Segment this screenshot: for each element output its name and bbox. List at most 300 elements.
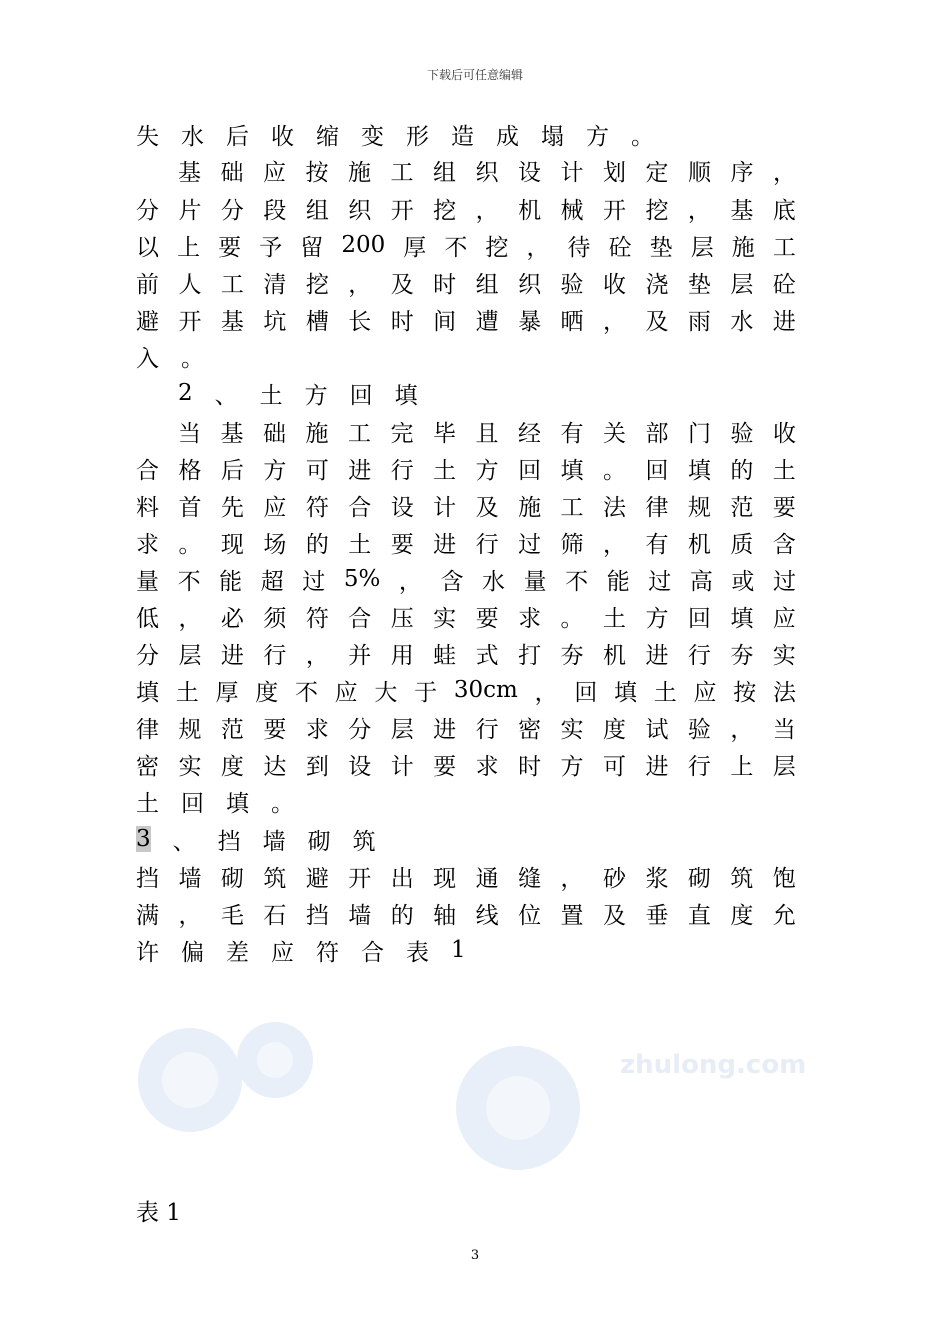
text-char: 律: [645, 494, 669, 521]
text-char: 。: [560, 605, 584, 632]
text-char: 及: [645, 308, 669, 335]
text-char: 质: [730, 531, 754, 558]
text-char: 不: [565, 568, 589, 595]
text-char: 上: [177, 234, 201, 261]
text-char: 挖: [485, 234, 509, 261]
text-char: 收: [773, 420, 796, 447]
text-line: [178, 152, 796, 188]
text-char: 厚: [403, 234, 427, 261]
text-line: [136, 672, 796, 708]
text-char: 度: [255, 679, 279, 706]
text-char: 方: [560, 753, 584, 780]
text-char: 应: [693, 679, 717, 706]
text-char: 基: [178, 159, 201, 186]
text-char: 砼: [772, 271, 796, 298]
text-char: 要: [772, 494, 796, 521]
text-line: [136, 450, 796, 486]
text-char: 墙: [178, 865, 202, 892]
text-char: 的: [730, 457, 754, 484]
text-char: 填: [560, 457, 584, 484]
text-char: 应: [271, 939, 294, 966]
text-char: 后: [226, 123, 249, 150]
text-char: 到: [305, 753, 329, 780]
text-char: 3: [136, 826, 151, 852]
watermark-flower-icon: [237, 1022, 313, 1098]
text-char: 度: [602, 716, 626, 743]
text-char: 料: [136, 494, 159, 521]
text-char: 密: [136, 753, 159, 780]
text-char: 不: [294, 679, 318, 706]
text-char: 土: [175, 679, 199, 706]
text-char: 划: [603, 159, 626, 186]
text-char: ，: [305, 642, 329, 669]
text-char: 避: [305, 865, 329, 892]
text-char: 填: [614, 679, 638, 706]
text-char: 回: [181, 790, 204, 817]
text-char: 压: [390, 605, 414, 632]
text-char: 水: [482, 568, 505, 595]
text-char: 位: [518, 902, 542, 929]
text-char: 水: [730, 308, 754, 335]
text-char: 方: [475, 457, 499, 484]
text-char: 进: [348, 457, 372, 484]
text-char: 低: [136, 605, 159, 632]
text-char: 度: [220, 753, 244, 780]
text-char: 工: [220, 271, 244, 298]
text-line: [136, 821, 796, 857]
text-char: 方: [645, 605, 669, 632]
text-char: 开: [348, 865, 372, 892]
text-char: 要: [218, 234, 242, 261]
text-char: 打: [518, 642, 542, 669]
text-char: 有: [560, 420, 584, 447]
text-char: 进: [645, 753, 669, 780]
text-char: 30cm: [453, 677, 518, 703]
text-char: 要: [433, 753, 457, 780]
text-char: ，: [178, 902, 202, 929]
text-char: 避: [136, 308, 159, 335]
text-char: 织: [348, 197, 372, 224]
text-char: 直: [687, 902, 711, 929]
text-line: [136, 709, 796, 745]
text-char: 。: [271, 790, 294, 817]
text-char: 门: [688, 420, 711, 447]
text-char: 开: [178, 308, 202, 335]
text-char: 进: [433, 531, 457, 558]
text-char: 遭: [475, 308, 499, 335]
text-char: 土: [772, 457, 796, 484]
text-char: 及: [390, 271, 414, 298]
text-char: 差: [226, 939, 249, 966]
text-char: 规: [178, 716, 202, 743]
text-char: 于: [414, 679, 438, 706]
text-char: 含: [440, 568, 464, 595]
text-char: 筑: [352, 828, 376, 855]
text-char: 关: [603, 420, 626, 447]
text-char: 部: [645, 420, 669, 447]
text-char: 成: [496, 123, 519, 150]
text-char: 行: [687, 753, 711, 780]
watermark-flower-icon: [456, 1046, 580, 1170]
text-char: 晒: [560, 308, 584, 335]
text-char: 人: [178, 271, 202, 298]
text-char: 失: [136, 123, 159, 150]
text-char: 合: [361, 939, 384, 966]
text-char: 定: [645, 159, 669, 186]
text-char: 出: [390, 865, 414, 892]
text-char: 行: [687, 642, 711, 669]
text-char: 变: [361, 123, 384, 150]
text-line: [136, 932, 796, 968]
text-char: 设: [518, 159, 541, 186]
text-char: 密: [518, 716, 542, 743]
text-char: 验: [687, 716, 711, 743]
text-char: 底: [772, 197, 796, 224]
text-char: 基: [220, 420, 244, 447]
text-char: 进: [220, 642, 244, 669]
text-char: 施: [348, 159, 371, 186]
text-char: 浆: [645, 865, 669, 892]
text-char: 墙: [262, 828, 286, 855]
text-char: 土: [602, 605, 626, 632]
text-char: 塌: [541, 123, 564, 150]
text-char: 础: [220, 159, 244, 186]
text-char: 回: [574, 679, 598, 706]
text-char: ，: [398, 568, 422, 595]
text-char: 回: [518, 457, 542, 484]
text-line: [136, 227, 796, 263]
text-char: 有: [645, 531, 669, 558]
text-char: 许: [136, 939, 159, 966]
text-char: 挡: [305, 902, 329, 929]
text-char: ，: [526, 234, 550, 261]
text-char: 土: [653, 679, 677, 706]
text-char: 墙: [348, 902, 372, 929]
text-char: 符: [316, 939, 339, 966]
text-char: 现: [433, 865, 457, 892]
text-char: 表: [406, 939, 429, 966]
text-char: 时: [433, 271, 457, 298]
text-char: 开: [602, 197, 626, 224]
table-label: 表 1: [136, 1200, 181, 1226]
text-char: 土: [348, 531, 372, 558]
text-char: 计: [433, 494, 457, 521]
text-char: 法: [602, 494, 626, 521]
text-char: 工: [348, 420, 371, 447]
text-line: [136, 598, 796, 634]
text-char: ，: [687, 197, 711, 224]
text-line: [136, 190, 796, 226]
text-char: 要: [475, 605, 499, 632]
text-char: 首: [178, 494, 202, 521]
text-char: 回: [687, 605, 711, 632]
text-char: 槽: [305, 308, 329, 335]
text-char: 予: [259, 234, 283, 261]
text-char: 垂: [645, 902, 669, 929]
text-char: 分: [348, 716, 372, 743]
text-char: 层: [772, 753, 796, 780]
text-char: 求: [475, 753, 499, 780]
text-char: 长: [348, 308, 372, 335]
text-char: 高: [689, 568, 713, 595]
text-char: 验: [560, 271, 584, 298]
text-char: 夯: [730, 642, 754, 669]
text-char: 待: [567, 234, 591, 261]
text-char: 开: [390, 197, 414, 224]
text-char: 回: [349, 382, 373, 409]
text-char: 工: [390, 159, 414, 186]
text-char: 超: [260, 568, 284, 595]
text-char: 验: [730, 420, 754, 447]
text-line: [136, 264, 796, 300]
text-line: [178, 375, 796, 411]
text-char: 入: [136, 345, 159, 372]
text-char: 场: [263, 531, 287, 558]
text-char: 完: [390, 420, 414, 447]
text-char: 应: [263, 494, 287, 521]
text-char: 格: [178, 457, 202, 484]
text-char: 范: [220, 716, 244, 743]
text-line: [136, 116, 796, 152]
text-char: 分: [136, 197, 159, 224]
text-char: 机: [602, 642, 626, 669]
text-char: 应: [334, 679, 358, 706]
text-char: 填: [730, 605, 754, 632]
text-char: ，: [560, 865, 584, 892]
text-char: 计: [390, 753, 414, 780]
text-char: 实: [433, 605, 457, 632]
text-char: 间: [433, 308, 457, 335]
text-char: 方: [586, 123, 609, 150]
text-char: 工: [560, 494, 584, 521]
text-char: 收: [602, 271, 626, 298]
text-char: 毕: [433, 420, 456, 447]
text-char: 应: [263, 159, 286, 186]
text-char: 顺: [688, 159, 711, 186]
text-char: 过: [648, 568, 672, 595]
text-char: 。: [602, 457, 626, 484]
text-char: ，: [602, 531, 626, 558]
text-char: 厚: [215, 679, 239, 706]
text-char: 垫: [649, 234, 673, 261]
text-char: 砌: [687, 865, 711, 892]
text-char: 械: [560, 197, 584, 224]
text-char: 。: [181, 345, 204, 372]
text-char: 毛: [220, 902, 244, 929]
text-line: [136, 858, 796, 894]
text-char: 进: [772, 308, 796, 335]
text-char: 挖: [305, 271, 329, 298]
text-char: 允: [772, 902, 796, 929]
text-char: 础: [263, 420, 286, 447]
text-char: 以: [136, 234, 159, 261]
text-char: 用: [390, 642, 414, 669]
text-char: 须: [263, 605, 287, 632]
text-char: 、: [172, 828, 196, 855]
text-char: 组: [475, 271, 499, 298]
text-char: 筛: [560, 531, 584, 558]
text-line: [178, 413, 796, 449]
text-char: 夯: [560, 642, 584, 669]
text-char: 分: [136, 642, 159, 669]
text-char: 符: [305, 494, 329, 521]
text-char: 2: [178, 380, 193, 406]
text-line: [136, 895, 796, 931]
text-char: 土: [136, 790, 159, 817]
text-char: 土: [433, 457, 457, 484]
text-char: 200: [341, 232, 386, 258]
text-char: 筑: [263, 865, 287, 892]
text-char: 范: [730, 494, 754, 521]
text-char: 段: [263, 197, 287, 224]
text-char: 量: [523, 568, 547, 595]
text-char: 偏: [181, 939, 204, 966]
text-char: ，: [178, 605, 202, 632]
text-char: ，: [348, 271, 372, 298]
text-char: 挖: [645, 197, 669, 224]
text-char: 满: [136, 902, 159, 929]
text-char: 达: [263, 753, 287, 780]
page-header: 下载后可任意编辑: [426, 68, 523, 82]
text-char: 填: [226, 790, 249, 817]
text-char: 。: [178, 531, 202, 558]
text-char: 及: [602, 902, 626, 929]
text-char: 。: [631, 123, 654, 150]
watermark-logo: [120, 1020, 820, 1180]
text-char: 层: [730, 271, 754, 298]
text-char: 可: [602, 753, 626, 780]
text-char: 填: [136, 679, 159, 706]
text-char: 机: [687, 531, 711, 558]
text-char: 暴: [518, 308, 542, 335]
text-char: 当: [772, 716, 796, 743]
text-char: 施: [518, 494, 542, 521]
text-line: [136, 635, 796, 671]
text-char: 时: [518, 753, 542, 780]
text-char: 饱: [772, 865, 796, 892]
text-line: [136, 301, 796, 337]
text-char: 线: [475, 902, 499, 929]
text-char: 工: [772, 234, 796, 261]
text-char: 通: [475, 865, 499, 892]
text-char: 设: [390, 494, 414, 521]
text-char: 施: [731, 234, 755, 261]
text-char: 不: [177, 568, 201, 595]
text-char: 砌: [220, 865, 244, 892]
text-char: ，: [773, 159, 796, 186]
text-char: 求: [518, 605, 542, 632]
text-char: 组: [433, 159, 456, 186]
text-char: 行: [475, 531, 499, 558]
text-char: 实: [178, 753, 202, 780]
text-char: 并: [348, 642, 372, 669]
text-char: 及: [475, 494, 499, 521]
text-line: [136, 487, 796, 523]
text-char: 求: [136, 531, 159, 558]
text-char: 应: [772, 605, 796, 632]
text-char: 留: [300, 234, 324, 261]
text-char: 先: [220, 494, 244, 521]
text-char: ，: [602, 308, 626, 335]
text-char: 按: [305, 159, 329, 186]
text-char: 进: [645, 642, 669, 669]
text-char: 序: [730, 159, 754, 186]
text-char: 含: [772, 531, 796, 558]
text-char: 片: [178, 197, 202, 224]
text-char: 挡: [217, 828, 241, 855]
text-char: 砌: [307, 828, 331, 855]
watermark-flower-icon: [138, 1028, 242, 1132]
text-char: 计: [560, 159, 584, 186]
text-char: 砂: [602, 865, 626, 892]
text-char: 能: [219, 568, 243, 595]
text-char: 雨: [687, 308, 711, 335]
text-char: 置: [560, 902, 584, 929]
text-char: 层: [178, 642, 202, 669]
text-char: 且: [475, 420, 499, 447]
text-char: 不: [444, 234, 468, 261]
text-char: 行: [475, 716, 499, 743]
text-char: 、: [214, 382, 238, 409]
text-char: 行: [390, 457, 414, 484]
text-char: 浇: [645, 271, 669, 298]
text-char: 过: [518, 531, 542, 558]
text-char: 方: [263, 457, 287, 484]
text-char: 缩: [316, 123, 339, 150]
text-char: 织: [518, 271, 542, 298]
text-char: 符: [305, 605, 329, 632]
text-char: 层: [390, 716, 414, 743]
text-char: 石: [263, 902, 287, 929]
text-char: 5%: [343, 566, 381, 592]
text-line: [136, 524, 796, 560]
text-char: 要: [390, 531, 414, 558]
text-line: [136, 746, 796, 782]
text-char: 轴: [433, 902, 457, 929]
text-char: 现: [220, 531, 244, 558]
text-char: 蛙: [433, 642, 457, 669]
text-char: 缝: [518, 865, 542, 892]
text-char: 度: [730, 902, 754, 929]
text-char: 过: [302, 568, 326, 595]
text-char: ，: [475, 197, 499, 224]
text-char: 式: [475, 642, 499, 669]
text-char: 机: [518, 197, 542, 224]
text-char: 水: [181, 123, 204, 150]
text-char: 坑: [263, 308, 287, 335]
text-char: 合: [136, 457, 159, 484]
text-line: [136, 561, 796, 597]
text-char: 层: [690, 234, 714, 261]
text-char: 能: [606, 568, 630, 595]
text-char: 量: [136, 568, 159, 595]
text-char: 行: [263, 642, 287, 669]
text-char: 形: [406, 123, 429, 150]
text-line: [136, 783, 796, 819]
text-char: 造: [451, 123, 474, 150]
text-char: 回: [645, 457, 669, 484]
text-char: 填: [687, 457, 711, 484]
text-char: 清: [263, 271, 287, 298]
text-char: 进: [433, 716, 457, 743]
text-char: 实: [772, 642, 796, 669]
text-char: 要: [263, 716, 287, 743]
text-char: 填: [394, 382, 418, 409]
text-char: 筑: [730, 865, 754, 892]
text-char: ，: [534, 679, 558, 706]
text-char: 施: [305, 420, 329, 447]
text-char: 时: [390, 308, 414, 335]
